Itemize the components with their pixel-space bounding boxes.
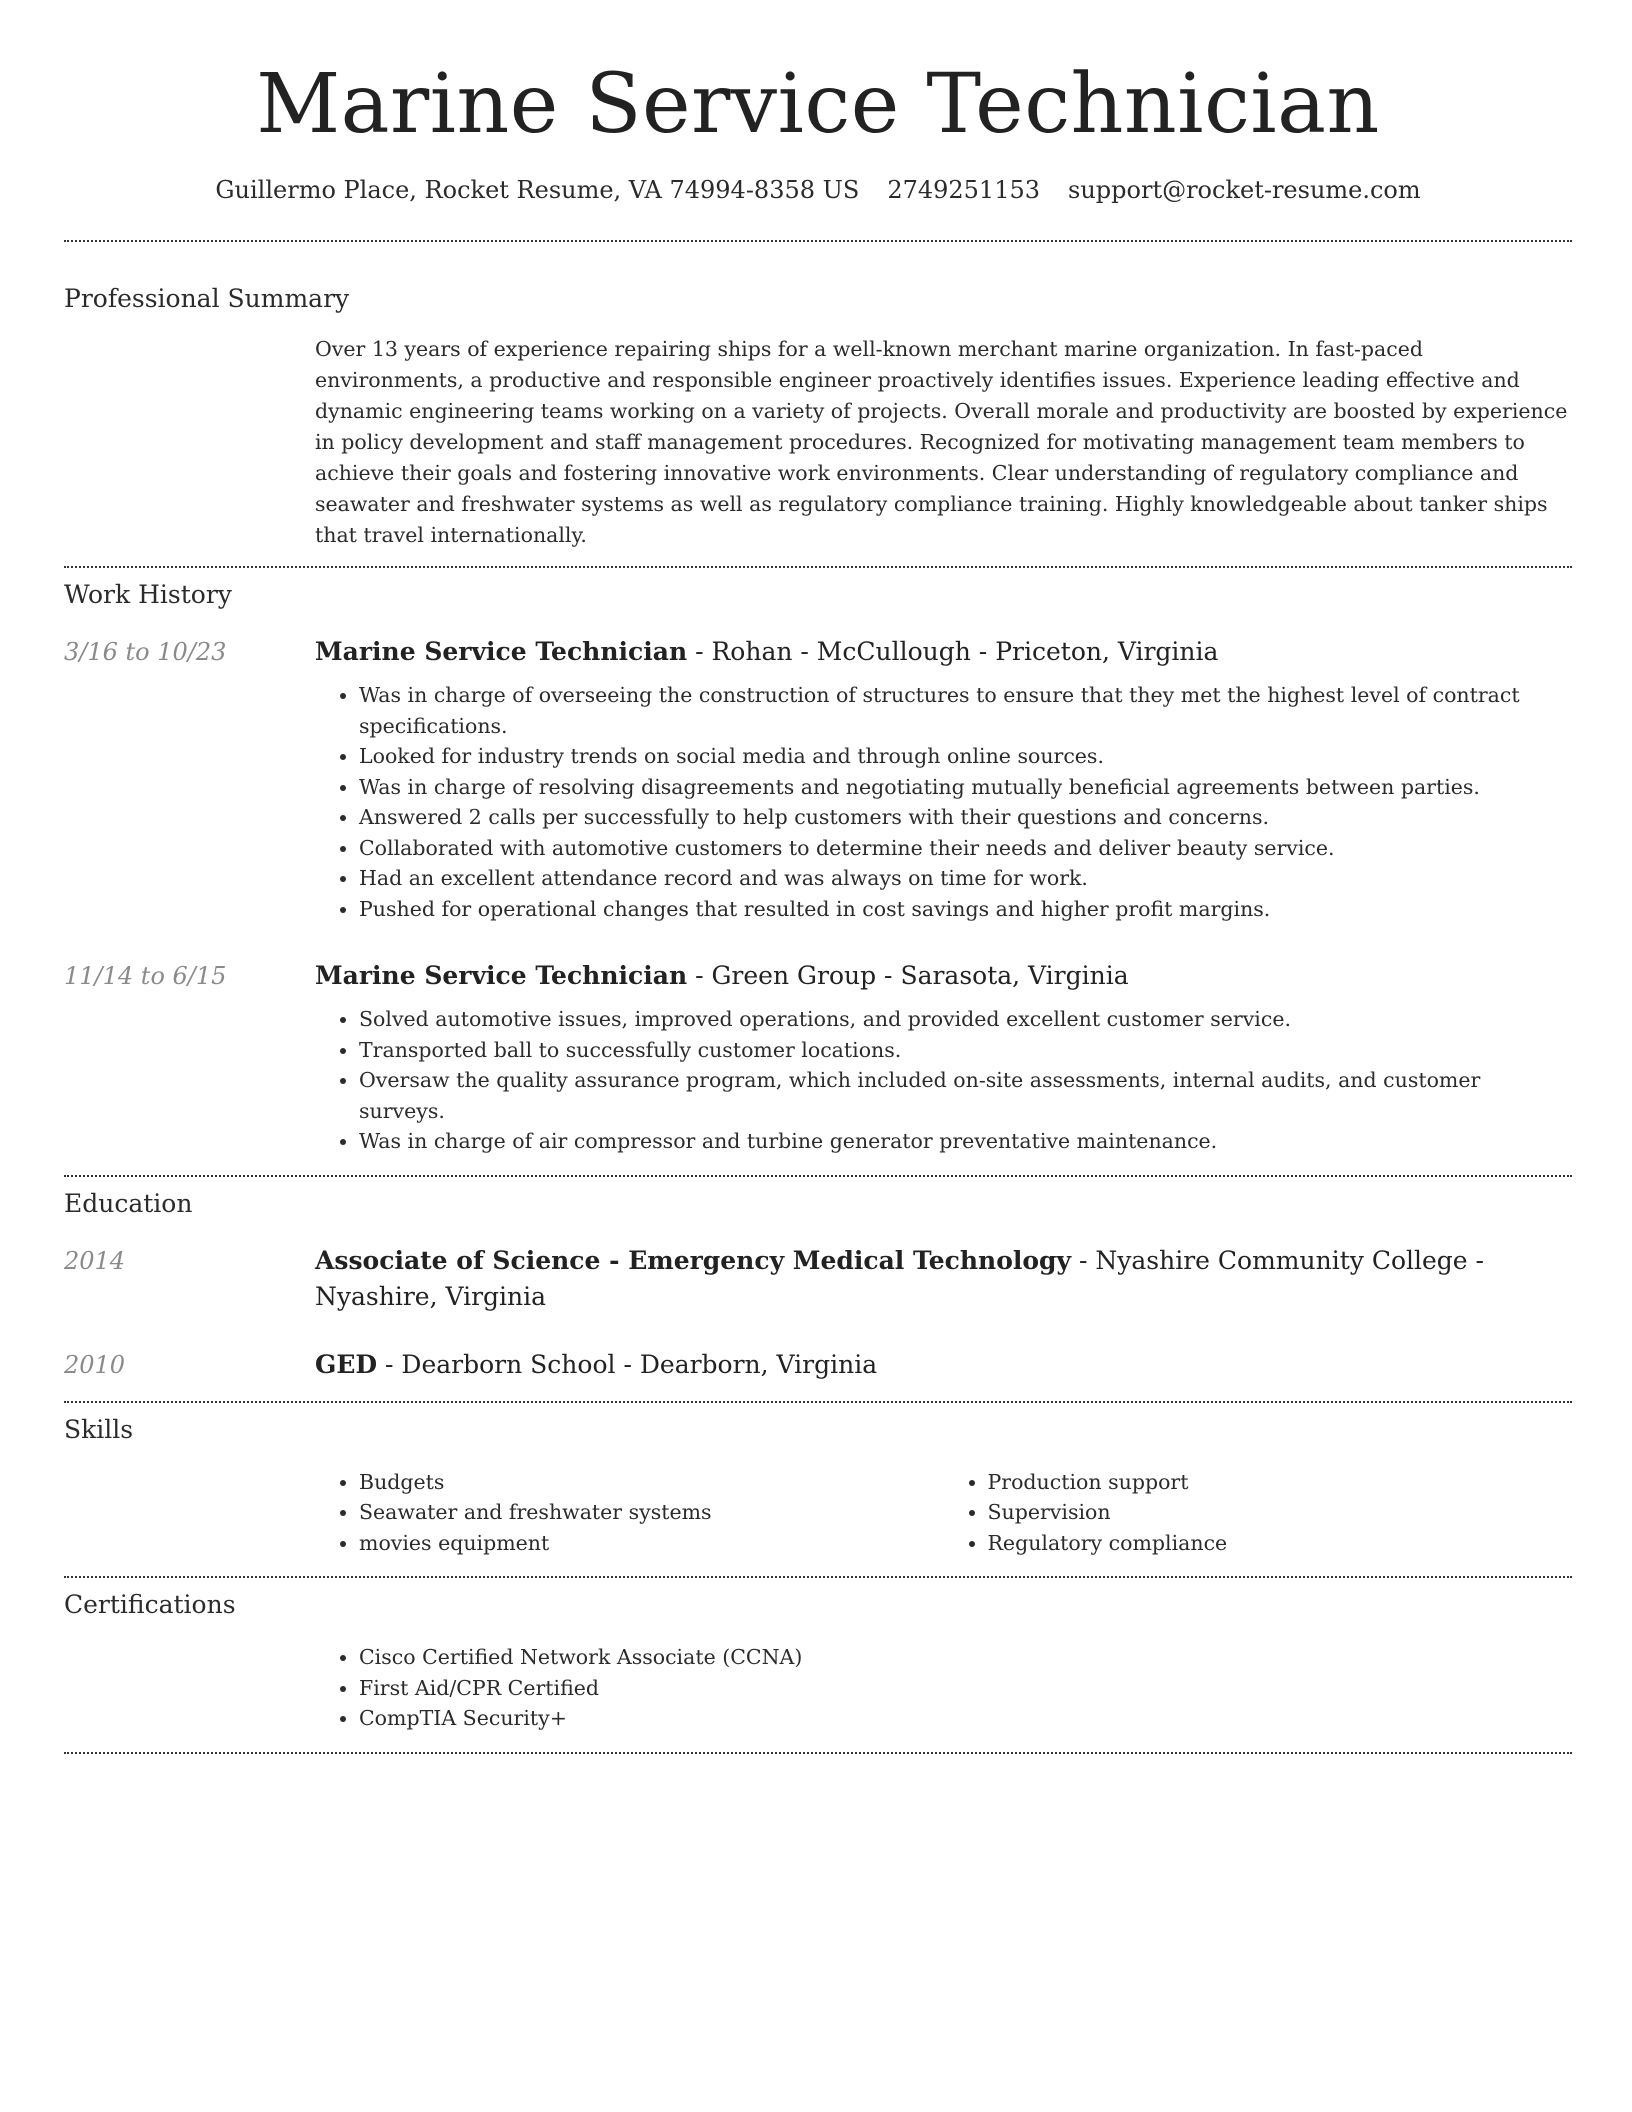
section-divider xyxy=(64,240,1572,242)
contact-email: support@rocket-resume.com xyxy=(1068,176,1421,204)
list-item: • movies equipment xyxy=(359,1528,944,1559)
certifications-section xyxy=(64,1588,1572,1734)
skills-heading: Skills xyxy=(64,1414,134,1444)
job-title xyxy=(315,634,1572,670)
list-item: • Answered 2 calls per successfully to help customers with their questions and concerns. xyxy=(359,802,1572,833)
job-title xyxy=(315,958,1572,994)
list-item: • Was in charge of air compressor and turbine generator preventative maintenance. xyxy=(359,1126,1572,1157)
list-item: • First Aid/CPR Certified xyxy=(359,1673,1572,1704)
education-heading: Education xyxy=(64,1188,193,1218)
job-dates: 3/16 to 10/23 xyxy=(64,638,227,666)
summary-section xyxy=(64,282,1572,551)
section-divider xyxy=(64,1576,1572,1578)
skills-section xyxy=(64,1413,1572,1559)
education-entry xyxy=(64,1243,1572,1315)
education-details: - Nyashire Community College - Nyashire, Virginia xyxy=(315,1245,1484,1311)
job-entry xyxy=(64,958,1572,1157)
list-item: • Cisco Certified Network Associate (CCNA) xyxy=(359,1642,1572,1673)
education-details: - Dearborn School - Dearborn, Virginia xyxy=(377,1349,878,1379)
list-item: • Oversaw the quality assurance program, which included on-site assessments, internal audits, and customer surveys. xyxy=(359,1065,1572,1126)
contact-phone: 2749251153 xyxy=(887,176,1041,204)
section-divider xyxy=(64,566,1572,568)
list-item: • Was in charge of resolving disagreements and negotiating mutually beneficial agreements between parties. xyxy=(359,772,1572,803)
list-item: • Supervision xyxy=(988,1497,1573,1528)
work-history-heading: Work History xyxy=(64,580,232,609)
contact-address: Guillermo Place, Rocket Resume, VA 74994-8358 US xyxy=(215,176,860,204)
skills-list-right xyxy=(944,1467,1573,1559)
list-item: • Had an excellent attendance record and was always on time for work. xyxy=(359,863,1572,894)
list-item: • CompTIA Security+ xyxy=(359,1703,1572,1734)
job-dates: 11/14 to 6/15 xyxy=(64,962,227,990)
job-role: Marine Service Technician xyxy=(315,961,688,990)
education-title xyxy=(315,1347,1572,1383)
education-degree: Associate of Science - Emergency Medical Technology xyxy=(315,1245,1072,1275)
section-divider xyxy=(64,1401,1572,1403)
education-year: 2010 xyxy=(64,1350,126,1379)
job-bullets xyxy=(315,680,1572,924)
job-details: - Green Group - Sarasota, Virginia xyxy=(687,961,1129,990)
list-item: • Pushed for operational changes that resulted in cost savings and higher profit margins. xyxy=(359,894,1572,925)
education-section xyxy=(64,1187,1572,1383)
job-role: Marine Service Technician xyxy=(315,637,688,666)
section-divider xyxy=(64,1175,1572,1177)
list-item: • Transported ball to successfully customer locations. xyxy=(359,1035,1572,1066)
summary-heading: Professional Summary xyxy=(64,284,350,313)
job-entry xyxy=(64,634,1572,924)
skills-list-left xyxy=(315,1467,944,1559)
education-year: 2014 xyxy=(64,1246,126,1275)
list-item: • Was in charge of overseeing the construction of structures to ensure that they met the highest level of contract specifications. xyxy=(359,680,1572,741)
section-divider xyxy=(64,1752,1572,1754)
education-degree: GED xyxy=(315,1349,378,1379)
work-history-section xyxy=(64,578,1572,1157)
education-title xyxy=(315,1243,1572,1315)
certifications-heading: Certifications xyxy=(64,1590,236,1619)
job-details: - Rohan - McCullough - Priceton, Virginia xyxy=(687,637,1219,666)
resume-name: Marine Service Technician xyxy=(256,57,1380,152)
list-item: • Seawater and freshwater systems xyxy=(359,1497,944,1528)
list-item: • Collaborated with automotive customers to determine their needs and deliver beauty service. xyxy=(359,833,1572,864)
contact-line xyxy=(64,174,1572,206)
list-item: • Production support xyxy=(988,1467,1573,1498)
job-bullets xyxy=(315,1004,1572,1157)
list-item: • Looked for industry trends on social media and through online sources. xyxy=(359,741,1572,772)
certifications-list xyxy=(315,1642,1572,1734)
list-item: • Budgets xyxy=(359,1467,944,1498)
summary-text: Over 13 years of experience repairing ships for a well-known merchant marine organization. In fast-paced environments, a productive and responsible engineer proactively identifies issues. Experience leading effective and dynamic engineering teams working on a variety of projects. Overall morale and productivity are boosted by experience in policy development and staff management procedures. Recognized for motivating management team members to achieve their goals and fostering innovative work environments. Clear understanding of regulatory compliance and seawater and freshwater systems as well as regulatory compliance training. Highly knowledgeable about tanker ships that travel internationally. xyxy=(315,337,1568,547)
list-item: • Regulatory compliance xyxy=(988,1528,1573,1559)
resume-page xyxy=(64,0,1572,1754)
list-item: • Solved automotive issues, improved operations, and provided excellent customer service. xyxy=(359,1004,1572,1035)
education-entry xyxy=(64,1347,1572,1383)
